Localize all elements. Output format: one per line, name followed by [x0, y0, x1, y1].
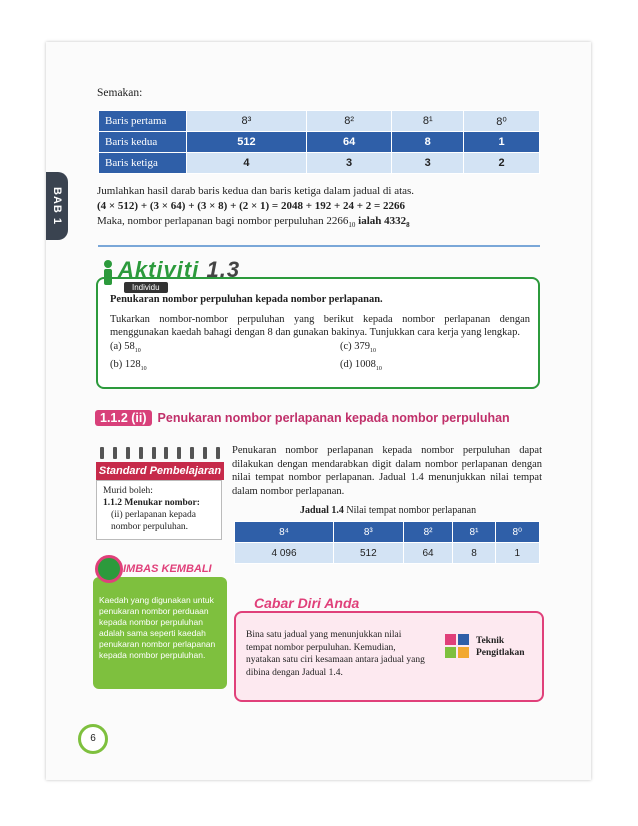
standard-line: Murid boleh:: [103, 486, 153, 496]
list-item: [110, 340, 340, 359]
table-header: 8⁰: [495, 522, 539, 543]
row-label: Baris pertama: [99, 111, 187, 132]
table-cell: 8²: [306, 111, 392, 132]
cabar-box: [234, 595, 542, 700]
table-cell: 4: [187, 153, 307, 174]
aktiviti-content: [110, 293, 530, 377]
table-cell: 512: [187, 132, 307, 153]
table-cell: 8³: [187, 111, 307, 132]
base-subscript: 10: [348, 221, 356, 230]
table-header: 8²: [403, 522, 453, 543]
cabar-title: Cabar Diri Anda: [254, 595, 360, 611]
cabar-body: Bina satu jadual yang menunjukkan nilai tempat nombor perpuluhan. Kemudian, nyatakan satu ciri kesamaan antara jadual yang dibina dengan Jadual 1.4.: [246, 630, 425, 678]
list-item: [340, 358, 382, 377]
teknik-line: Pengitlakan: [476, 648, 525, 658]
table-header: 8³: [334, 522, 404, 543]
check-line-3-answer: ialah 4332: [355, 215, 407, 227]
base-subscript: 10: [140, 366, 147, 373]
section-number: 1.1.2 (ii): [95, 410, 152, 426]
item-label: (a) 58: [110, 340, 135, 352]
standard-line: 1.1.2 Menukar nombor:: [103, 498, 200, 508]
table-cell: 1: [495, 543, 539, 564]
base-subscript: 8: [406, 221, 410, 230]
table-row: [235, 522, 540, 543]
table-cell: 8⁰: [464, 111, 540, 132]
table-cell: 3: [392, 153, 464, 174]
chapter-tab: BAB 1: [46, 172, 68, 240]
aktiviti-title: [118, 257, 240, 283]
list-item: [340, 340, 376, 359]
table-cell: 1: [464, 132, 540, 153]
check-line-1: Jumlahkan hasil darab baris kedua dan baris ketiga dalam jadual di atas.: [97, 185, 415, 197]
base-subscript: 10: [370, 347, 377, 354]
standard-title: Standard Pembelajaran: [96, 462, 224, 480]
imbas-title: IMBAS KEMBALI: [123, 563, 212, 575]
standard-body: [96, 480, 222, 540]
aktiviti-items-row: [110, 358, 530, 377]
table-caption: [300, 505, 476, 516]
check-text: [97, 184, 542, 233]
imbas-body: Kaedah yang digunakan untuk penukaran nombor perduaan kepada nombor perpuluhan adalah sama seperti kaedah penukaran nombor perlapanan kepada nombor perpuluhan.: [99, 595, 216, 660]
teknik-line: Teknik: [476, 636, 505, 646]
place-value-table: [234, 521, 540, 564]
semakan-label: Semakan:: [97, 87, 143, 99]
check-line-3: [97, 214, 542, 233]
aktiviti-number: 1.3: [206, 257, 241, 282]
table-header: 8⁴: [235, 522, 334, 543]
teknik-label: [476, 635, 525, 659]
aktiviti-items-row: [110, 340, 530, 359]
cabar-frame: [234, 611, 544, 702]
aktiviti-heading: Penukaran nombor perpuluhan kepada nombor perlapanan.: [110, 294, 383, 305]
table-cell: 64: [403, 543, 453, 564]
list-item: [110, 358, 340, 377]
aktiviti-box: [96, 255, 542, 385]
rewind-icon: [95, 555, 123, 583]
person-icon: [100, 259, 116, 287]
imbas-kembali-box: [93, 555, 231, 691]
aktiviti-body: Tukarkan nombor-nombor perpuluhan yang berikut kepada nombor perlapanan dengan menggunakan kaedah bahagi dengan 8 dan gunakan bakinya. Tunjukkan cara kerja yang lengkap.: [110, 313, 530, 338]
table-row: [99, 111, 540, 132]
standard-box: [96, 447, 224, 537]
check-line-2: (4 × 512) + (3 × 64) + (3 × 8) + (2 × 1) = 2048 + 192 + 24 + 2 = 2266: [97, 200, 406, 212]
table-cell: 8: [392, 132, 464, 153]
section-heading: [95, 410, 510, 426]
table-row: [235, 543, 540, 564]
imbas-body-box: [93, 577, 227, 689]
row-label: Baris ketiga: [99, 153, 187, 174]
table-row: [99, 132, 540, 153]
item-label: (b) 128: [110, 359, 141, 371]
item-label: (c) 379: [340, 340, 371, 352]
notebook-rings-icon: [100, 447, 220, 461]
base-subscript: 10: [134, 347, 141, 354]
table-cell: 2: [464, 153, 540, 174]
puzzle-icon: [444, 633, 470, 659]
divider: [98, 245, 540, 247]
standard-line: (ii) perlapanan kepada nombor perpuluhan.: [111, 510, 196, 532]
table-cell: 64: [306, 132, 392, 153]
aktiviti-title-text: Aktiviti: [118, 257, 200, 282]
table-cell: 8: [453, 543, 495, 564]
caption-text: Nilai tempat nombor perlapanan: [343, 505, 477, 516]
table-cell: 8¹: [392, 111, 464, 132]
table-cell: 512: [334, 543, 404, 564]
aktiviti-subtitle: Individu: [124, 282, 168, 293]
table-row: [99, 153, 540, 174]
table-cell: 3: [306, 153, 392, 174]
row-label: Baris kedua: [99, 132, 187, 153]
page-number: 6: [78, 724, 108, 754]
item-label: (d) 1008: [340, 359, 376, 371]
check-line-3-text: Maka, nombor perlapanan bagi nombor perpuluhan 2266: [97, 215, 349, 227]
aktiviti-frame: [96, 277, 540, 389]
base-subscript: 10: [375, 366, 382, 373]
section-title: Penukaran nombor perlapanan kepada nombor perpuluhan: [157, 411, 510, 425]
intro-paragraph: Penukaran nombor perlapanan kepada nombor perpuluhan dapat dilakukan dengan mendarabkan digit dalam nombor perlapanan dengan nilai tempat nombor perlapanan. Jadual 1.4 menunjukkan nilai tempat dalam nombor perlapanan.: [232, 445, 542, 497]
caption-label: Jadual 1.4: [300, 505, 344, 516]
check-table: [98, 110, 540, 174]
table-header: 8¹: [453, 522, 495, 543]
table-cell: 4 096: [235, 543, 334, 564]
